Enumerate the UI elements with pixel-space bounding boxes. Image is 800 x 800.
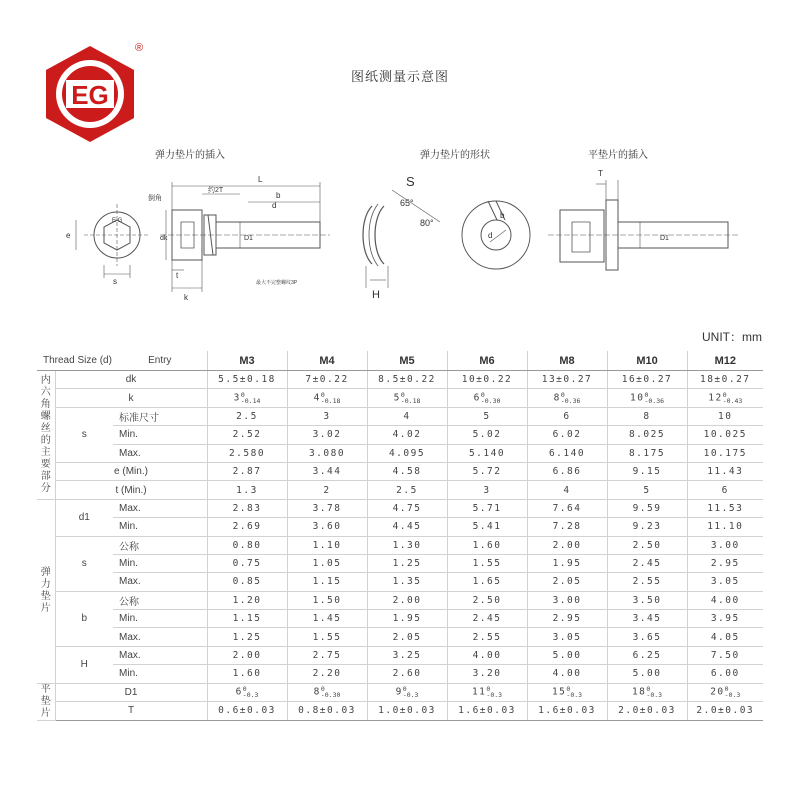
table-cell: 0.8±0.03 (287, 702, 367, 721)
tolerance: 0 -0.43 (722, 391, 743, 406)
table-cell: 4.58 (367, 462, 447, 480)
row-label: Min. (113, 610, 207, 628)
flat-washer-view (548, 180, 738, 270)
label-k: k (184, 293, 188, 302)
table-cell: 16±0.27 (607, 371, 687, 389)
table-cell: 4.45 (367, 518, 447, 536)
table-cell: 15 0 -0.3 (527, 683, 607, 702)
label-angle1: 65° (400, 198, 414, 208)
spec-table (37, 351, 763, 721)
row-label: t (Min.) (55, 481, 207, 499)
table-row (37, 389, 763, 407)
table-cell: 4.00 (447, 646, 527, 664)
table-cell: 7±0.22 (287, 371, 367, 389)
table-cell: 5.00 (527, 646, 607, 664)
table-cell: 2.5 (367, 481, 447, 499)
table-cell: 1.50 (287, 591, 367, 609)
table-cell: 11.43 (687, 462, 763, 480)
row-label: T (55, 702, 207, 721)
table-cell: 8 0 -0.36 (527, 389, 607, 407)
table-cell: 20 0 -0.3 (687, 683, 763, 702)
row-label: dk (55, 371, 207, 389)
row-label: Max. (113, 573, 207, 591)
table-cell: 8.175 (607, 444, 687, 462)
label-b: b (276, 191, 281, 200)
header-size-M5: M5 (367, 351, 447, 371)
caption-insert-flat: 平垫片的插入 (588, 150, 648, 161)
table-cell: 9.23 (607, 518, 687, 536)
table-cell: 10.175 (687, 444, 763, 462)
page-title: 图纸测量示意图 (350, 69, 449, 84)
label-washer-b: b (500, 211, 505, 220)
table-row (37, 462, 763, 480)
row-sub-label: s (55, 536, 113, 591)
table-cell: 2.60 (367, 665, 447, 683)
row-label: 公称 (113, 591, 207, 609)
table-row (37, 591, 763, 609)
table-cell: 5.00 (607, 665, 687, 683)
tolerance: 0 -0.18 (320, 391, 341, 406)
table-cell: 13±0.27 (527, 371, 607, 389)
table-cell: 3.78 (287, 499, 367, 517)
table-cell: 1.35 (367, 573, 447, 591)
table-cell: 6.86 (527, 462, 607, 480)
table-cell: 6 (687, 481, 763, 499)
row-label: 标准尺寸 (113, 407, 207, 425)
label-t: t (176, 271, 179, 280)
table-cell: 10.025 (687, 426, 763, 444)
table-cell: 4.00 (687, 591, 763, 609)
registered-mark: ® (135, 42, 144, 54)
row-label: Max. (113, 628, 207, 646)
table-cell: 6 0 -0.3 (207, 683, 287, 702)
table-cell: 2.0±0.03 (607, 702, 687, 721)
table-cell: 2.580 (207, 444, 287, 462)
label-chamfer: 倒角 (148, 195, 162, 202)
table-cell: 5.71 (447, 499, 527, 517)
table-cell: 11.10 (687, 518, 763, 536)
table-row (37, 683, 763, 702)
table-row (37, 554, 763, 572)
table-cell: 10 0 -0.36 (607, 389, 687, 407)
technical-drawings (0, 160, 800, 310)
table-cell: 1.0±0.03 (367, 702, 447, 721)
table-cell: 3.45 (607, 610, 687, 628)
table-cell: 5.72 (447, 462, 527, 480)
table-row (37, 481, 763, 499)
label-washer-d: d (488, 231, 493, 240)
table-row (37, 407, 763, 425)
table-cell: 7.28 (527, 518, 607, 536)
table-cell: 3.60 (287, 518, 367, 536)
row-label: Max. (113, 646, 207, 664)
table-cell: 4 (367, 407, 447, 425)
table-cell: 2.45 (607, 554, 687, 572)
table-cell: 3.05 (687, 573, 763, 591)
row-label: e (Min.) (55, 462, 207, 480)
table-cell: 2.55 (607, 573, 687, 591)
table-cell: 3.25 (367, 646, 447, 664)
tolerance: 0 -0.14 (240, 391, 261, 406)
label-H: H (372, 289, 380, 301)
screw-head-front-view (76, 204, 150, 278)
table-cell: 2.05 (367, 628, 447, 646)
table-cell: 9.15 (607, 462, 687, 480)
table-cell: 6.02 (527, 426, 607, 444)
table-cell: 18±0.27 (687, 371, 763, 389)
table-cell: 18 0 -0.3 (607, 683, 687, 702)
row-label: k (55, 389, 207, 407)
table-cell: 4.00 (527, 665, 607, 683)
label-D1: D1 (244, 235, 253, 242)
table-cell: 3 (447, 481, 527, 499)
unit-label: UNIT：mm (702, 330, 762, 344)
table-row (37, 426, 763, 444)
table-cell: 1.3 (207, 481, 287, 499)
header-size-M3: M3 (207, 351, 287, 371)
row-sub-label: H (55, 646, 113, 683)
label-flat-D1: D1 (660, 235, 669, 242)
table-cell: 1.6±0.03 (527, 702, 607, 721)
table-cell: 1.95 (527, 554, 607, 572)
table-cell: 1.10 (287, 536, 367, 554)
table-cell: 2.95 (527, 610, 607, 628)
table-cell: 4 (527, 481, 607, 499)
table-cell: 11.53 (687, 499, 763, 517)
table-cell: 2.95 (687, 554, 763, 572)
table-cell: 5.5±0.18 (207, 371, 287, 389)
table-row (37, 573, 763, 591)
label-e: e (66, 231, 71, 240)
table-cell: 3 0 -0.14 (207, 389, 287, 407)
row-label: 公称 (113, 536, 207, 554)
row-label: Min. (113, 518, 207, 536)
table-cell: 2.00 (367, 591, 447, 609)
table-cell: 3.44 (287, 462, 367, 480)
row-label: Max. (113, 499, 207, 517)
table-cell: 8.5±0.22 (367, 371, 447, 389)
table-cell: 1.95 (367, 610, 447, 628)
table-cell: 5 (607, 481, 687, 499)
tolerance: 0 -0.3 (486, 685, 503, 700)
header-size-M6: M6 (447, 351, 527, 371)
table-cell: 2.00 (207, 646, 287, 664)
caption-insert-spring: 弹力垫片的插入 (155, 150, 225, 161)
table-row (37, 499, 763, 517)
table-cell: 3 (287, 407, 367, 425)
table-cell: 10 (687, 407, 763, 425)
tolerance: 0 -0.30 (320, 685, 341, 700)
tolerance: 0 -0.3 (646, 685, 663, 700)
tolerance: 0 -0.36 (560, 391, 581, 406)
label-approx2T: 约2T (208, 187, 224, 194)
row-sub-label: b (55, 591, 113, 646)
table-cell: 0.75 (207, 554, 287, 572)
label-s: s (113, 277, 117, 286)
table-cell: 2.50 (607, 536, 687, 554)
group-label-screw: 内六角螺丝的主要部分 (37, 371, 55, 500)
table-cell: 2.83 (207, 499, 287, 517)
table-cell: 10±0.22 (447, 371, 527, 389)
group-label-spring: 弹力垫片 (37, 499, 55, 683)
tolerance: 0 -0.30 (480, 391, 501, 406)
table-row (37, 665, 763, 683)
table-row (37, 444, 763, 462)
table-cell: 3.02 (287, 426, 367, 444)
table-cell: 6 0 -0.30 (447, 389, 527, 407)
table-row (37, 646, 763, 664)
table-cell: 3.65 (607, 628, 687, 646)
spring-washer-top (462, 201, 530, 269)
tolerance: 0 -0.18 (400, 391, 421, 406)
table-cell: 1.15 (287, 573, 367, 591)
row-label: Min. (113, 426, 207, 444)
table-cell: 5 0 -0.18 (367, 389, 447, 407)
tolerance: 0 -0.3 (402, 685, 419, 700)
table-cell: 0.80 (207, 536, 287, 554)
table-cell: 5.140 (447, 444, 527, 462)
table-cell: 3.080 (287, 444, 367, 462)
table-cell: 1.60 (207, 665, 287, 683)
tolerance: 0 -0.3 (242, 685, 259, 700)
table-cell: 1.25 (207, 628, 287, 646)
table-cell: 12 0 -0.43 (687, 389, 763, 407)
table-cell: 3.00 (527, 591, 607, 609)
label-dk: dk (160, 235, 168, 242)
table-cell: 3.00 (687, 536, 763, 554)
table-cell: 4 0 -0.18 (287, 389, 367, 407)
group-label-flat: 平垫片 (37, 683, 55, 720)
row-label: Min. (113, 665, 207, 683)
table-cell: 3.50 (607, 591, 687, 609)
logo-text: EG (71, 80, 109, 110)
row-sub-label: s (55, 407, 113, 462)
label-S: S (406, 174, 415, 189)
header-size-M8: M8 (527, 351, 607, 371)
table-cell: 5.41 (447, 518, 527, 536)
table-cell: 3.05 (527, 628, 607, 646)
table-cell: 9 0 -0.3 (367, 683, 447, 702)
table-cell: 0.6±0.03 (207, 702, 287, 721)
table-cell: 1.60 (447, 536, 527, 554)
table-row (37, 628, 763, 646)
table-cell: 6 (527, 407, 607, 425)
header-size-M12: M12 (687, 351, 763, 371)
tolerance: 0 -0.36 (644, 391, 665, 406)
table-cell: 2.75 (287, 646, 367, 664)
table-cell: 7.64 (527, 499, 607, 517)
table-cell: 4.75 (367, 499, 447, 517)
table-cell: 1.65 (447, 573, 527, 591)
table-cell: 2.00 (527, 536, 607, 554)
table-cell: 2.0±0.03 (687, 702, 763, 721)
label-L: L (258, 175, 263, 184)
table-cell: 1.20 (207, 591, 287, 609)
label-T: T (598, 169, 603, 178)
table-cell: 1.25 (367, 554, 447, 572)
table-row (37, 610, 763, 628)
table-cell: 2.5 (207, 407, 287, 425)
label-d: d (272, 201, 277, 210)
table-cell: 8.025 (607, 426, 687, 444)
table-cell: 1.55 (287, 628, 367, 646)
table-cell: 9.59 (607, 499, 687, 517)
table-cell: 7.50 (687, 646, 763, 664)
table-cell: 0.85 (207, 573, 287, 591)
row-sub-label: d1 (55, 499, 113, 536)
table-cell: 2.20 (287, 665, 367, 683)
caption-spring-shape: 弹力垫片的形状 (420, 150, 490, 161)
label-note: 最大不完整螺纹3P (256, 280, 298, 286)
table-cell: 11 0 -0.3 (447, 683, 527, 702)
table-cell: 2 (287, 481, 367, 499)
table-cell: 2.87 (207, 462, 287, 480)
row-label: D1 (55, 683, 207, 702)
table-cell: 1.55 (447, 554, 527, 572)
header-thread-size: Thread Size (d) (37, 351, 113, 371)
table-row (37, 371, 763, 389)
table-cell: 4.02 (367, 426, 447, 444)
table-cell: 1.15 (207, 610, 287, 628)
header-size-M10: M10 (607, 351, 687, 371)
tolerance: 0 -0.3 (724, 685, 741, 700)
table-cell: 3.20 (447, 665, 527, 683)
table-row (37, 702, 763, 721)
table-cell: 1.05 (287, 554, 367, 572)
table-cell: 8 (607, 407, 687, 425)
label-angle2: 80° (420, 218, 434, 228)
table-cell: 4.095 (367, 444, 447, 462)
table-cell: 8 0 -0.30 (287, 683, 367, 702)
row-label: Max. (113, 444, 207, 462)
row-label: Min. (113, 554, 207, 572)
table-cell: 6.00 (687, 665, 763, 683)
table-cell: 1.30 (367, 536, 447, 554)
table-cell: 6.25 (607, 646, 687, 664)
tolerance: 0 -0.3 (566, 685, 583, 700)
table-cell: 2.05 (527, 573, 607, 591)
table-cell: 2.50 (447, 591, 527, 609)
table-cell: 1.45 (287, 610, 367, 628)
table-row (37, 518, 763, 536)
table-cell: 2.52 (207, 426, 287, 444)
label-eg: E G (112, 218, 123, 224)
table-cell: 2.45 (447, 610, 527, 628)
table-cell: 5 (447, 407, 527, 425)
table-cell: 1.6±0.03 (447, 702, 527, 721)
table-cell: 4.05 (687, 628, 763, 646)
table-row (37, 536, 763, 554)
table-cell: 5.02 (447, 426, 527, 444)
header-entry: Entry (113, 351, 207, 371)
eg-logo (42, 44, 138, 144)
table-cell: 2.55 (447, 628, 527, 646)
table-cell: 6.140 (527, 444, 607, 462)
table-cell: 3.95 (687, 610, 763, 628)
header-size-M4: M4 (287, 351, 367, 371)
table-cell: 2.69 (207, 518, 287, 536)
